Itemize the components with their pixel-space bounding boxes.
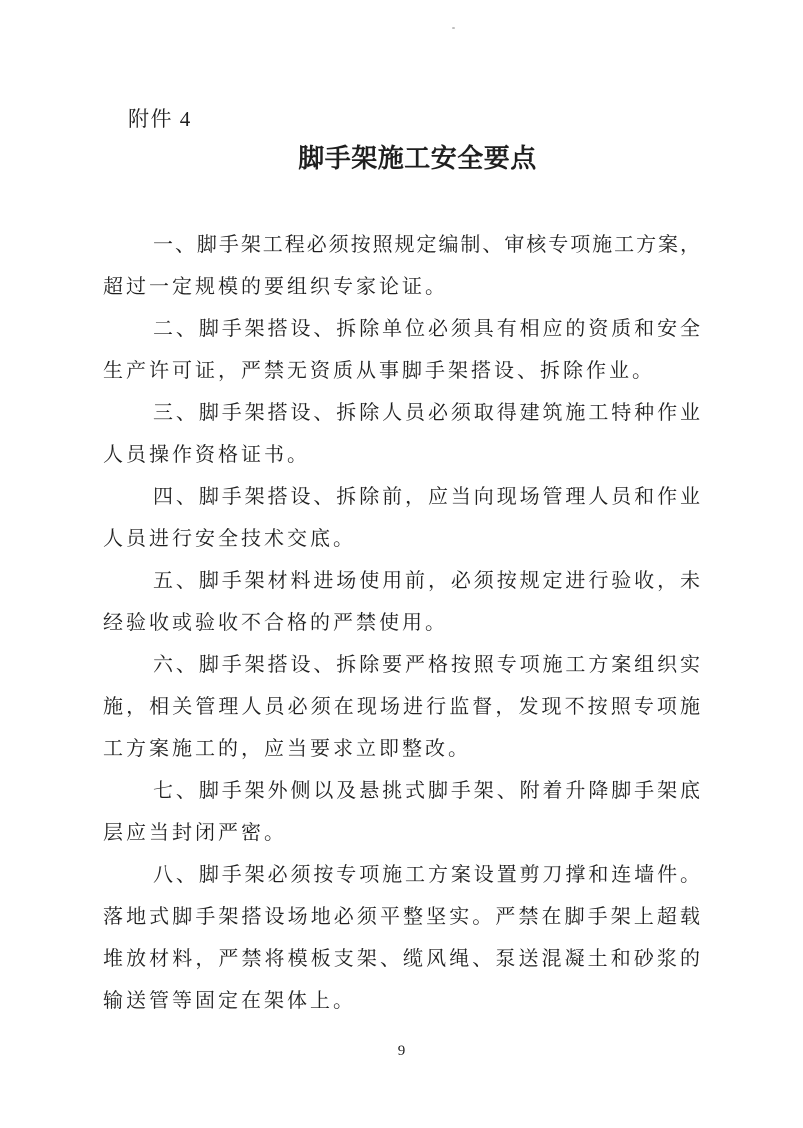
- paragraph: [103, 308, 700, 392]
- text-line: 一、脚手架工程必须按照规定编制、审核专项施工方案，: [153, 234, 700, 256]
- paragraph: [103, 560, 700, 644]
- title-row: [103, 144, 700, 174]
- text-line: 生产许可证，严禁无资质从事脚手架搭设、拆除作业。: [103, 360, 655, 382]
- paragraph: [103, 224, 700, 308]
- scan-artifact-speck: [452, 27, 455, 29]
- text-line: 六、脚手架搭设、拆除要严格按照专项施工方案组织实: [153, 654, 700, 676]
- text-line: 八、脚手架必须按专项施工方案设置剪刀撑和连墙件。: [153, 864, 700, 886]
- text-line: 五、脚手架材料进场使用前，必须按规定进行验收，未: [153, 570, 700, 592]
- text-line: 堆放材料，严禁将模板支架、缆风绳、泵送混凝土和砂浆的: [103, 948, 700, 970]
- text-line: 施，相关管理人员必须在现场进行监督，发现不按照专项施: [103, 696, 700, 718]
- page-title: 脚手架施工安全要点: [298, 144, 537, 173]
- paragraph: [103, 770, 700, 854]
- paragraph: [103, 644, 700, 770]
- text-line: 工方案施工的，应当要求立即整改。: [103, 738, 471, 760]
- text-line: 七、脚手架外侧以及悬挑式脚手架、附着升降脚手架底: [153, 780, 700, 802]
- text-line: 经验收或验收不合格的严禁使用。: [103, 612, 448, 634]
- attachment-label: 附件 4: [128, 107, 192, 131]
- paragraph: [103, 476, 700, 560]
- paragraph: [103, 854, 700, 1022]
- text-line: 三、脚手架搭设、拆除人员必须取得建筑施工特种作业: [153, 402, 700, 424]
- text-line: 落地式脚手架搭设场地必须平整坚实。严禁在脚手架上超载: [103, 906, 700, 928]
- text-line: 层应当封闭严密。: [103, 822, 287, 844]
- text-line: 人员操作资格证书。: [103, 444, 310, 466]
- text-line: 人员进行安全技术交底。: [103, 528, 356, 550]
- text-line: 二、脚手架搭设、拆除单位必须具有相应的资质和安全: [153, 318, 700, 340]
- document-body: [103, 224, 700, 1022]
- text-line: 输送管等固定在架体上。: [103, 990, 356, 1012]
- text-line: 超过一定规模的要组织专家论证。: [103, 276, 448, 298]
- page-number: 9: [397, 1043, 406, 1059]
- text-line: 四、脚手架搭设、拆除前，应当向现场管理人员和作业: [153, 486, 700, 508]
- paragraph: [103, 392, 700, 476]
